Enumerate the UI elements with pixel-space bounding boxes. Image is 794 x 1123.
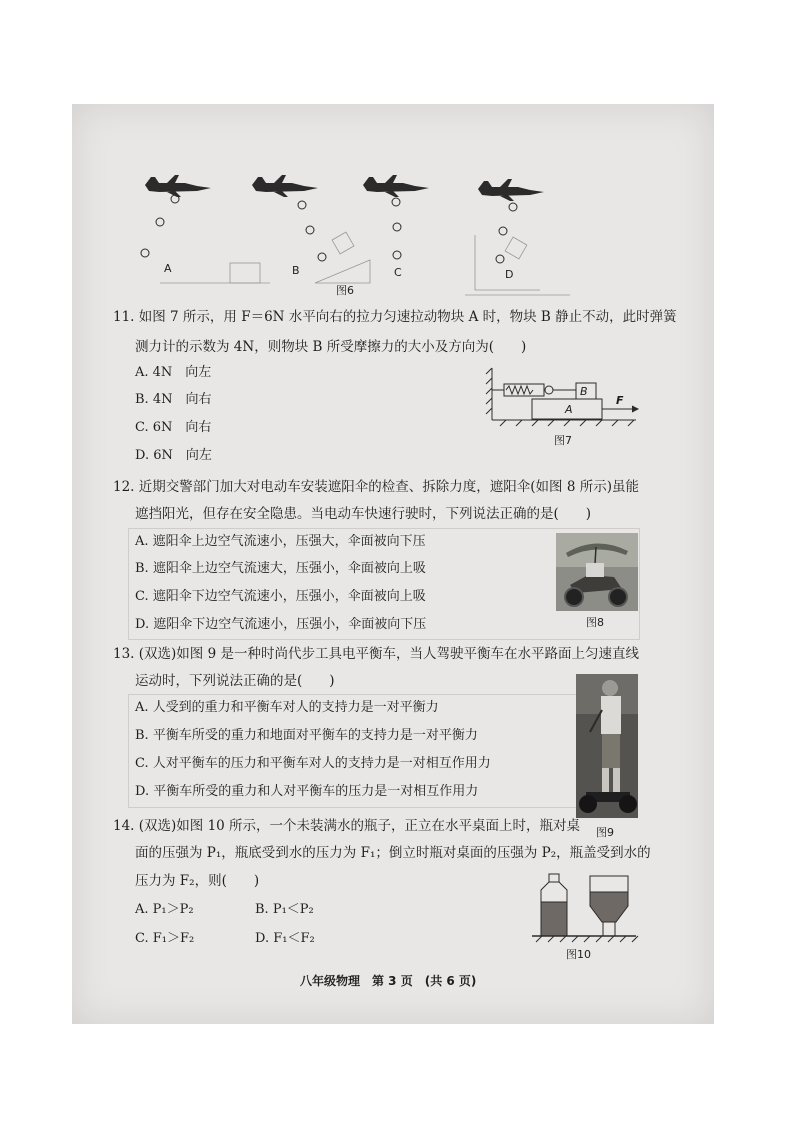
question-13-option-c: C. 人对平衡车的压力和平衡车对人的支持力是一对相互作用力 bbox=[135, 756, 491, 771]
ball-icon bbox=[141, 249, 149, 257]
ball-icon bbox=[496, 255, 504, 263]
airplane-icon bbox=[145, 175, 211, 197]
question-14-option-d: D. F₁＜F₂ bbox=[255, 931, 315, 946]
question-13-option-d: D. 平衡车所受的重力和人对平衡车的压力是一对相互作用力 bbox=[135, 784, 479, 799]
figure-9-caption: 图9 bbox=[596, 826, 614, 839]
ball-icon bbox=[306, 226, 314, 234]
question-12-stem-line2: 遮挡阳光，但存在安全隐患。当电动车快速行驶时，下列说法正确的是( ) bbox=[135, 506, 592, 522]
figure-7-caption: 图7 bbox=[554, 434, 572, 447]
ball-icon bbox=[392, 198, 400, 206]
ball-icon bbox=[298, 201, 306, 209]
question-12-stem-line1: 12. 近期交警部门加大对电动车安装遮阳伞的检查、拆除力度，遮阳伞(如图 8 所示)虽能 bbox=[113, 479, 639, 495]
page-footer: 八年级物理 第 3 页 (共 6 页) bbox=[300, 974, 477, 988]
question-14-stem-line1: 14. (双选)如图 10 所示，一个未装满水的瓶子，正立在水平桌面上时，瓶对桌 bbox=[113, 818, 581, 834]
question-11-stem-line1: 11. 如图 7 所示，用 F＝6N 水平向右的拉力匀速拉动物块 A 时，物块 B 静止不动，此时弹簧 bbox=[113, 309, 677, 325]
ball-icon bbox=[499, 227, 507, 235]
ball-icon bbox=[509, 203, 517, 211]
ball-icon bbox=[393, 223, 401, 231]
figure-6-label-a: A bbox=[164, 262, 172, 275]
question-11-option-b: B. 4N 向右 bbox=[135, 392, 212, 407]
question-12-option-b: B. 遮阳伞上边空气流速大，压强小，伞面被向上吸 bbox=[135, 561, 426, 576]
question-11-option-d: D. 6N 向左 bbox=[135, 448, 212, 463]
question-14-option-a: A. P₁＞P₂ bbox=[135, 902, 194, 917]
question-12-option-c: C. 遮阳伞下边空气流速小，压强小，伞面被向上吸 bbox=[135, 589, 426, 604]
ball-icon bbox=[393, 251, 401, 259]
question-11-option-a: A. 4N 向左 bbox=[135, 365, 212, 380]
question-14-option-b: B. P₁＜P₂ bbox=[255, 902, 314, 917]
question-12-option-d: D. 遮阳伞下边空气流速小，压强小，伞面被向下压 bbox=[135, 617, 427, 632]
figure-8-photo bbox=[556, 533, 638, 611]
question-13-option-a: A. 人受到的重力和平衡车对人的支持力是一对平衡力 bbox=[135, 700, 439, 715]
figure-6-label-d: D bbox=[505, 268, 514, 281]
question-14-stem-line3: 压力为 F₂，则( ) bbox=[135, 873, 260, 889]
figure-9-photo bbox=[576, 674, 638, 818]
figure-10-diagram bbox=[532, 870, 638, 942]
airplane-icon bbox=[478, 179, 544, 201]
question-11-option-c: C. 6N 向右 bbox=[135, 420, 212, 435]
figure-6-diagram bbox=[130, 165, 590, 305]
figure-10-caption: 图10 bbox=[566, 948, 591, 961]
figure-6-caption: 图6 bbox=[336, 284, 354, 297]
figure-7-label-f: F bbox=[616, 394, 624, 407]
airplane-icon bbox=[252, 175, 318, 197]
question-14-option-c: C. F₁＞F₂ bbox=[135, 931, 195, 946]
question-12-option-a: A. 遮阳伞上边空气流速小，压强大，伞面被向下压 bbox=[135, 534, 426, 549]
airplane-icon bbox=[363, 175, 429, 197]
question-13-stem-line2: 运动时，下列说法正确的是( ) bbox=[135, 673, 335, 689]
ball-icon bbox=[156, 218, 164, 226]
figure-7-label-b: B bbox=[580, 385, 588, 398]
figure-6-label-b: B bbox=[292, 264, 300, 277]
question-13-option-b: B. 平衡车所受的重力和地面对平衡车的支持力是一对平衡力 bbox=[135, 728, 478, 743]
ball-icon bbox=[318, 253, 326, 261]
question-11-stem-line2: 测力计的示数为 4N，则物块 B 所受摩擦力的大小及方向为( ) bbox=[135, 339, 527, 355]
ball-icon bbox=[171, 195, 179, 203]
figure-6-label-c: C bbox=[394, 266, 402, 279]
figure-8-caption: 图8 bbox=[586, 616, 604, 629]
question-14-stem-line2: 面的压强为 P₁，瓶底受到水的压力为 F₁；倒立时瓶对桌面的压强为 P₂，瓶盖受到水的 bbox=[135, 845, 651, 861]
question-13-stem-line1: 13. (双选)如图 9 是一种时尚代步工具电平衡车，当人驾驶平衡车在水平路面上匀速直线 bbox=[113, 646, 639, 662]
figure-7-label-a: A bbox=[565, 403, 573, 416]
